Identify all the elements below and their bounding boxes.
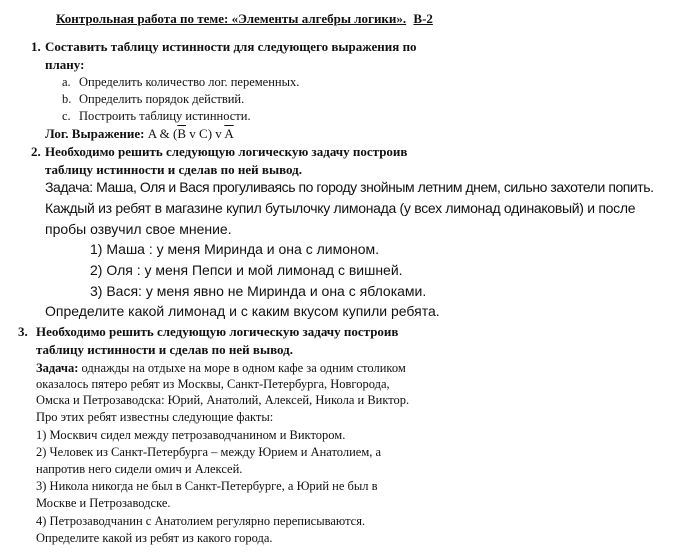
task3-line11: Определите какой из ребят из какого города. xyxy=(36,531,273,545)
task1-sub-c-marker: c. xyxy=(62,109,71,123)
task3-line1 xyxy=(36,361,406,376)
task1-expression xyxy=(45,126,234,142)
task3-line9: Москве и Петрозаводске. xyxy=(36,496,171,510)
expression-var-a: A xyxy=(147,126,157,141)
task2-number: 2. xyxy=(31,144,41,159)
title-main: Контрольная работа по теме: «Элементы алгебры логики». xyxy=(56,11,407,26)
task1-sub-b-marker: b. xyxy=(62,92,72,106)
expression-or-2: v xyxy=(215,126,222,141)
expression-not-a: $\overline{A}$ xyxy=(224,126,234,141)
title-variant: В-2 xyxy=(413,11,433,26)
task2-question: Определите какой лимонад и с каким вкусом купили ребята. xyxy=(45,303,440,319)
expression-not-b: $\overline{B}$ xyxy=(177,126,187,141)
task3-line3: Омска и Петрозаводска: Юрий, Анатолий, Алексей, Никола и Виктор. xyxy=(36,393,410,407)
task3-heading-line1: Необходимо решить следующую логическую задачу построив xyxy=(36,324,399,339)
task1-heading-line1: Составить таблицу истинности для следующего выражения по xyxy=(45,39,417,54)
task3-line6: 2) Человек из Санкт-Петербурга – между Юрием и Анатолием, а xyxy=(36,445,382,459)
expression-or-1: v xyxy=(189,126,196,141)
document-title xyxy=(56,11,433,27)
expression-and: & xyxy=(159,126,170,141)
task3-line8: 3) Никола никогда не был в Санкт-Петербурге, а Юрий не был в xyxy=(36,479,378,493)
task2-heading-line2: таблицу истинности и сделав по ней вывод. xyxy=(45,162,302,177)
task2-heading-line1: Необходимо решить следующую логическую задачу построив xyxy=(45,144,408,159)
task1-sub-c: Построить таблицу истинности. xyxy=(79,109,251,123)
task3-line5: 1) Москвич сидел между петрозаводчанином и Виктором. xyxy=(36,428,346,442)
task3-line1-rest: однажды на отдыхе на море в одном кафе за одним столиком xyxy=(78,361,406,375)
task2-item-1: 1) Маша : у меня Миринда и она с лимоном. xyxy=(90,241,380,257)
task2-item-3: 3) Вася: у меня явно не Миринда и она с яблоками. xyxy=(90,283,427,299)
task1-sub-a-marker: a. xyxy=(62,75,71,89)
expression-label: Лог. Выражение: xyxy=(45,126,145,141)
task3-heading-line2: таблицу истинности и сделав по ней вывод. xyxy=(36,342,293,357)
task3-line7: напротив него сидели омич и Алексей. xyxy=(36,462,243,476)
task3-line2: оказалось пятеро ребят из Москвы, Санкт-Петербурга, Новгорода, xyxy=(36,377,390,391)
task3-line4: Про этих ребят известны следующие факты: xyxy=(36,410,274,424)
task1-sub-a: Определить количество лог. переменных. xyxy=(79,75,300,89)
task1-heading-line2: плану: xyxy=(45,57,85,72)
expression-open-paren: ( xyxy=(173,126,178,141)
task3-number: 3. xyxy=(18,324,28,339)
task2-line2: Каждый из ребят в магазине купил бутылочку лимонада (у всех лимонад одинаковый) и после xyxy=(45,200,636,216)
task2-item-2: 2) Оля : у меня Пепси и мой лимонад с вишней. xyxy=(90,262,403,278)
task3-line10: 4) Петрозаводчанин с Анатолием регулярно переписываются. xyxy=(36,514,366,528)
task1-sub-b: Определить порядок действий. xyxy=(79,92,245,106)
task2-line3: пробы озвучил свое мнение. xyxy=(45,221,232,237)
task1-number: 1. xyxy=(31,39,41,54)
expression-var-c: C) xyxy=(199,126,213,141)
task3-label: Задача: xyxy=(36,361,79,375)
task2-line1: Задача: Маша, Оля и Вася прогуливаясь по городу знойным летним днем, сильно захотели попить. xyxy=(45,179,654,195)
